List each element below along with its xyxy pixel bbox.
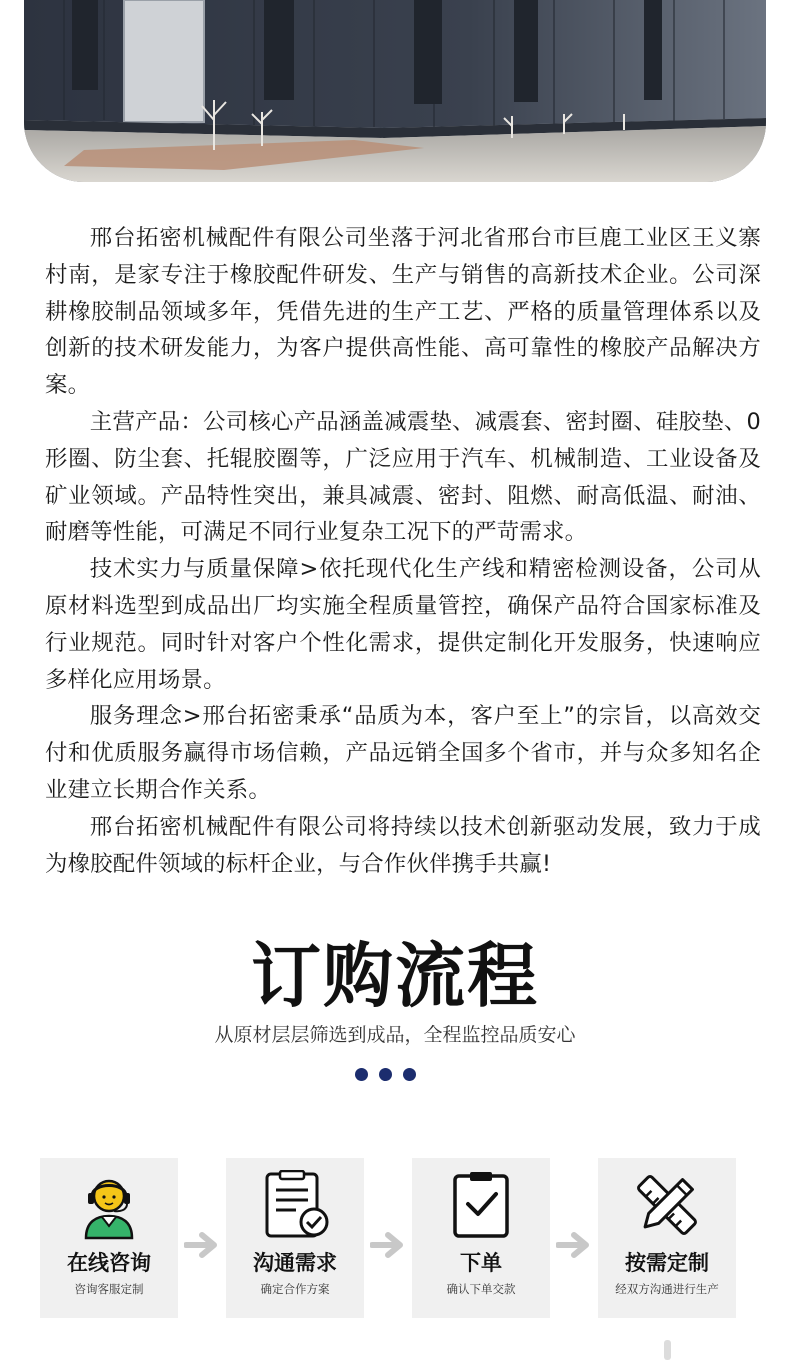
intro-paragraph: 主营产品：公司核心产品涵盖减震垫、减震套、密封圈、硅胶垫、0形圈、防尘套、托辊胶圈等，广泛应用于汽车、机械制造、工业设备及矿业领域。产品特性突出，兼具减震、密封、阻燃、耐高低温、耐油、耐磨等性能，可满足不同行业复杂工况下的严苛需求。 <box>45 408 761 546</box>
connector-line <box>664 1340 671 1360</box>
step-label: 在线咨询 <box>67 1251 151 1275</box>
step-label: 按需定制 <box>625 1251 709 1275</box>
step-description: 确认下单交款 <box>446 1282 516 1296</box>
step-label: 沟通需求 <box>253 1251 337 1275</box>
process-step-consult[interactable] <box>40 1158 178 1318</box>
process-step-custom[interactable] <box>598 1158 736 1318</box>
intro-paragraph: 技术实力与质量保障>依托现代化生产线和精密检测设备，公司从原材料选型到成品出厂均实施全程质量管控，确保产品符合国家标准及行业规范。同时针对客户个性化需求，提供定制化开发服务，快速响应多样化应用场景。 <box>45 556 761 693</box>
dot <box>403 1068 416 1081</box>
arrow-right-icon <box>370 1232 406 1258</box>
section-subtitle: 从原材层层筛选到成品，全程监控品质安心 <box>214 1024 576 1046</box>
process-step-order[interactable] <box>412 1158 550 1318</box>
document-check-icon <box>260 1170 330 1240</box>
clipboard-check-icon <box>446 1170 516 1240</box>
decorative-dots <box>355 1068 437 1082</box>
factory-photo <box>24 0 766 182</box>
process-step-requirements[interactable] <box>226 1158 364 1318</box>
step-description: 咨询客服定制 <box>74 1282 144 1296</box>
company-intro <box>45 220 761 882</box>
arrow-right-icon <box>556 1232 592 1258</box>
step-description: 确定合作方案 <box>260 1282 330 1296</box>
intro-paragraph: 邢台拓密机械配件有限公司坐落于河北省邢台市巨鹿工业区王义寨村南，是家专注于橡胶配件研发、生产与销售的高新技术企业。公司深耕橡胶制品领域多年，凭借先进的生产工艺、严格的质量管理体系以及创新的技术研发能力，为客户提供高性能、高可靠性的橡胶产品解决方案。 <box>45 225 761 399</box>
dot <box>379 1068 392 1081</box>
step-description: 经双方沟通进行生产 <box>615 1282 719 1296</box>
dot <box>355 1068 368 1081</box>
section-title: 订购流程 <box>251 935 539 1017</box>
step-label: 下单 <box>460 1251 502 1275</box>
pencil-ruler-icon <box>632 1170 702 1240</box>
intro-paragraph: 服务理念>邢台拓密秉承“品质为本，客户至上”的宗旨，以高效交付和优质服务赢得市场信赖，产品远销全国多个省市，并与众多知名企业建立长期合作关系。 <box>45 703 761 803</box>
intro-paragraph: 邢台拓密机械配件有限公司将持续以技术创新驱动发展，致力于成为橡胶配件领域的标杆企业，与合作伙伴携手共赢! <box>45 813 761 877</box>
customer-service-icon <box>74 1170 144 1240</box>
arrow-right-icon <box>184 1232 220 1258</box>
